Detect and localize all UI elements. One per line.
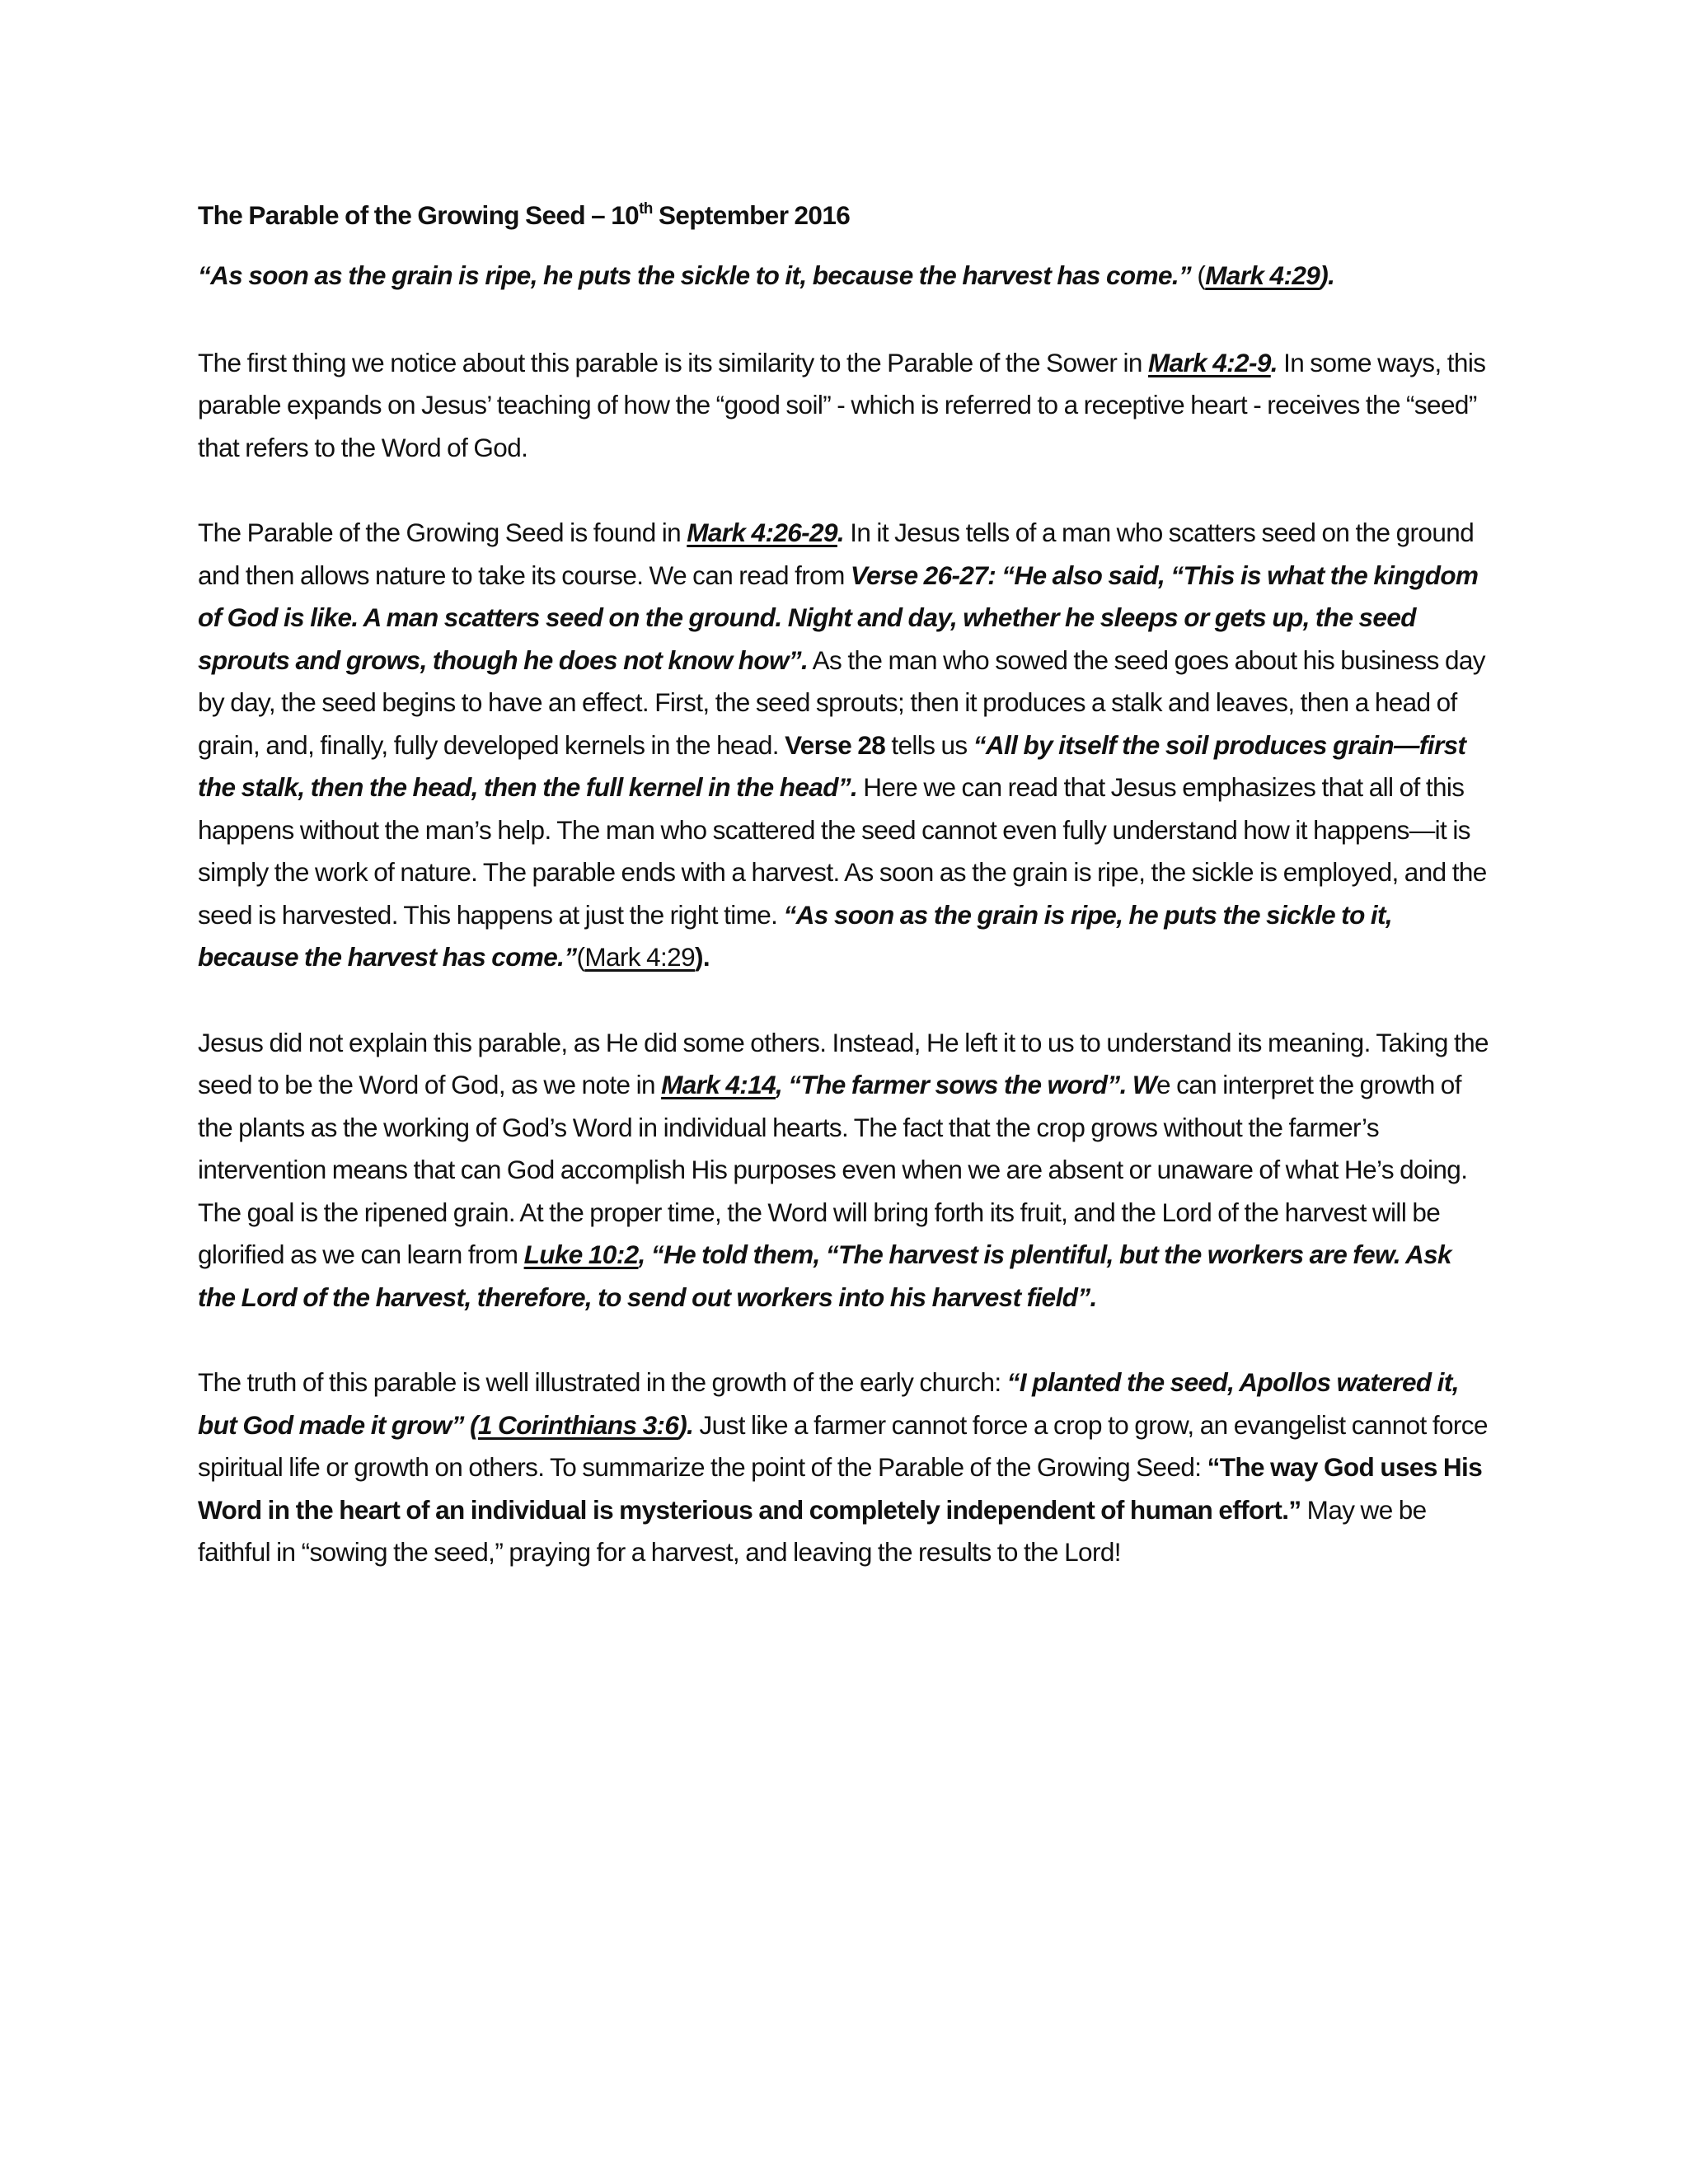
p2-close: ).: [695, 942, 710, 972]
opening-verse-close: ).: [1320, 260, 1335, 290]
p3-scripture-ref-2: Luke 10:2: [523, 1240, 639, 1269]
title-superscript: th: [639, 199, 653, 218]
p4-scripture-ref: 1 Corinthians 3:6: [477, 1409, 679, 1440]
p2-text-5: tells us: [885, 729, 973, 760]
p2-text-6: Here we can read that Jesus emphasizes that all of this happens without the man’s help. The man who scattered the seed cannot even fully understand how it happens—it is simply the work of nature. The parable ends with a harvest. As soon as the grain is ripe, the sickle is employed, and the seed is harvested. This happens at just the right time.: [198, 772, 1487, 930]
p2-scripture-ref-2: Mark 4:29: [584, 942, 696, 972]
p3-quote: , “He told them, “The harvest is plentiful, but the workers are few. Ask the Lord of the harvest, therefore, to send out workers into his harvest field”.: [198, 1240, 1451, 1312]
p3-text-3: e can interpret the growth of the plants as the working of God’s Word in individual hearts. The fact that the crop grows without the farmer’s intervention means that can God accomplish His purposes even when we are absent or unaware of what He’s doing. The goal is the ripened grain. At the proper time, the Word will bring forth its fruit, and the Lord of the harvest will be glorified as we can learn from: [198, 1070, 1468, 1269]
p4-text-4: May we be faithful in “sowing the seed,” praying for a harvest, and leaving the results to the Lord!: [198, 1494, 1427, 1567]
p1-text-2: .: [1270, 347, 1278, 377]
p4-bold-summary: “The way God uses His Word in the heart of an individual is mysterious and completely independent of human effort.”: [198, 1452, 1483, 1525]
p2-text-4: As the man who sowed the seed goes about his business day by day, the seed begins to have an effect. First, the seed sprouts; then it produces a stalk and leaves, then a head of grain, and, finally, fully developed kernels in the head.: [198, 644, 1485, 760]
title-text: The Parable of the Growing Seed – 10: [198, 200, 640, 230]
paragraph-4: [198, 1361, 1493, 1574]
p2-text-2: .: [837, 518, 845, 547]
p3-text-1: Jesus did not explain this parable, as He did some others. Instead, He left it to us to understand its meaning. Taking the seed to be the Word of God, as we note in: [198, 1027, 1489, 1099]
document-title: [198, 194, 1493, 237]
opening-verse: [198, 255, 1493, 298]
p2-quote-2: “All by itself the soil produces grain—first the stalk, then the head, then the full kernel in the head”.: [198, 729, 1466, 802]
p3-text-2: , “The farmer sows the word”. W: [776, 1070, 1157, 1099]
opening-verse-quote: “As soon as the grain is ripe, he puts the sickle to it, because the harvest has come.”: [198, 260, 1192, 290]
p2-text-1: The Parable of the Growing Seed is found in: [198, 518, 687, 547]
paragraph-2: [198, 512, 1493, 979]
opening-verse-ref: Mark 4:29: [1205, 260, 1320, 290]
p2-text-3: In it Jesus tells of a man who scatters seed on the ground and then allows nature to take its course. We can read from: [198, 518, 1475, 590]
p2-paren: (: [576, 942, 585, 972]
p1-text-1: The first thing we notice about this parable is its similarity to the Parable of the Sower in: [198, 347, 1148, 377]
p4-text-3: Just like a farmer cannot force a crop to grow, an evangelist cannot force spiritual life or growth on others. To summarize the point of the Parable of the Growing Seed:: [198, 1409, 1488, 1482]
document-body: [198, 194, 1493, 1574]
paragraph-1: [198, 342, 1493, 470]
opening-verse-paren: (: [1191, 260, 1206, 290]
p1-text-3: In some ways, this parable expands on Jesus’ teaching of how the “good soil” - which is referred to a receptive heart - receives the “seed” that refers to the Word of God.: [198, 347, 1486, 462]
p2-quote-1: “He also said, “This is what the kingdom of God is like. A man scatters seed on the ground. Night and day, whether he sleeps or gets up, the seed sprouts and grows, though he does not know how”.: [198, 560, 1479, 675]
p2-verse-ref: Verse 26-27:: [850, 560, 996, 590]
p1-scripture-ref: Mark 4:2-9: [1147, 347, 1271, 377]
paragraph-3: [198, 1022, 1493, 1319]
title-date: September 2016: [652, 200, 851, 230]
p3-scripture-ref-1: Mark 4:14: [661, 1070, 776, 1099]
p2-quote-3: “As soon as the grain is ripe, he puts the sickle to it, because the harvest has come.”: [198, 899, 1393, 972]
p4-text-1: The truth of this parable is well illustrated in the growth of the early church:: [198, 1367, 1007, 1397]
p4-text-2: ).: [678, 1409, 694, 1440]
p2-verse-28: Verse 28: [785, 729, 886, 760]
p4-quote: “I planted the seed, Apollos watered it, but God made it grow” (: [198, 1367, 1459, 1440]
p2-scripture-ref-1: Mark 4:26-29: [687, 518, 837, 547]
